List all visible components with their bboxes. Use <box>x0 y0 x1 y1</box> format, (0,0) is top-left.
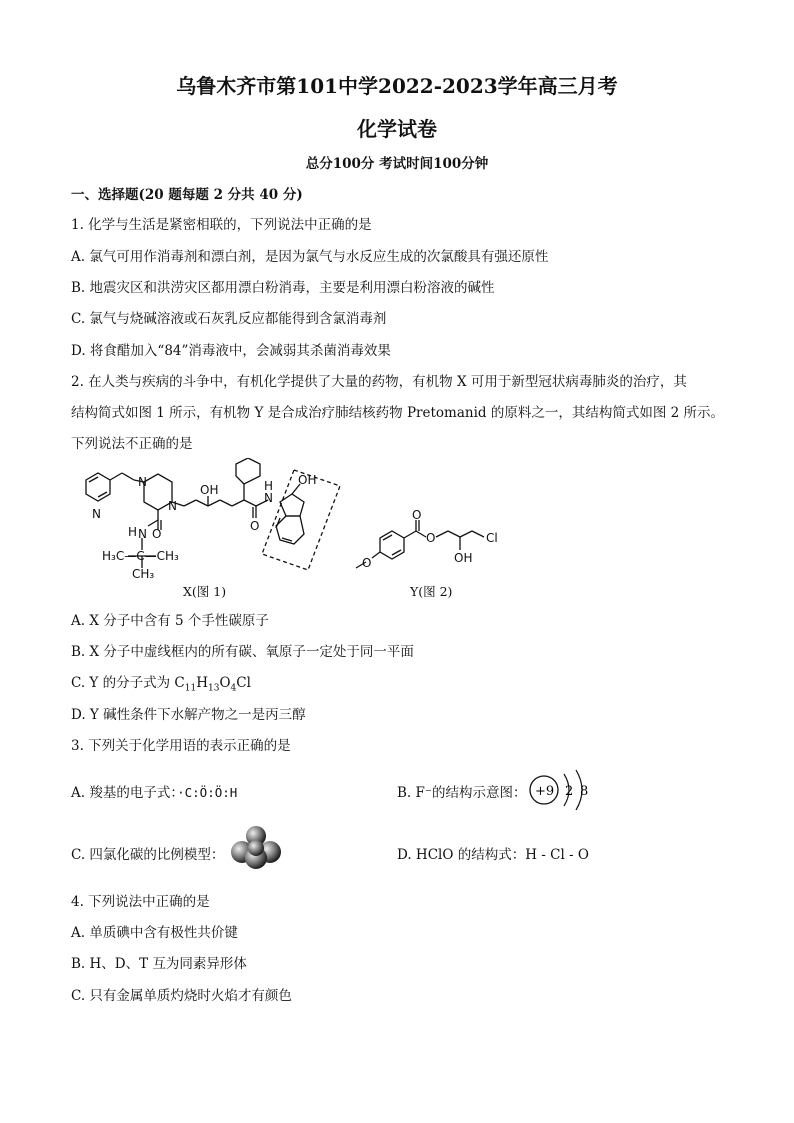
q3-stem: 3. 下列关于化学用语的表示正确的是 <box>71 738 291 754</box>
fig2-cl: Cl <box>486 531 498 545</box>
fig1-caption: X(图 1) <box>183 584 227 599</box>
exam-subtitle: 化学试卷 <box>357 117 437 141</box>
q1-option-d: D. 将食醋加入“84”消毒液中，会减弱其杀菌消毒效果 <box>71 343 391 359</box>
ccl4-space-filling-model <box>230 826 282 870</box>
fig1-nh2: N <box>138 527 147 541</box>
shell-1-electrons: 2 <box>565 784 574 799</box>
q4-option-b: B. H、D、T 互为同素异形体 <box>71 956 247 972</box>
fluoride-ion-diagram <box>524 766 594 814</box>
q3-option-a <box>71 781 237 801</box>
fig1-tbu: H₃C—C—CH₃ <box>102 549 179 563</box>
q2-stem-3: 下列说法不正确的是 <box>71 436 193 452</box>
fig1-nh1: N <box>264 491 273 505</box>
molecule-y-figure <box>350 510 525 576</box>
fig2-oh: OH <box>454 551 473 565</box>
q1-option-c: C. 氯气与烧碱溶液或石灰乳反应都能得到含氯消毒剂 <box>71 311 387 327</box>
q3-option-b <box>397 781 527 801</box>
fig1-n1: N <box>92 507 101 521</box>
q3-option-c: C. 四氯化碳的比例模型： <box>71 847 225 863</box>
fig2-o-methoxy: O <box>362 556 372 570</box>
fig1-n2: N <box>138 475 147 489</box>
carboxyl-electron-formula: ·C:Ö:Ö:H <box>177 785 238 800</box>
fig1-tbu2: CH₃ <box>132 567 155 580</box>
q2-stem-1: 2. 在人类与疾病的斗争中，有机化学提供了大量的药物，有机物 X 可用于新型冠状病毒肺炎的治疗，其 <box>71 374 687 390</box>
fig1-o2: O <box>152 527 162 541</box>
section-heading: 一、选择题(20 题每题 2 分共 40 分) <box>71 187 303 203</box>
q3-b-label: B. F⁻的结构示意图： <box>397 785 527 801</box>
q3-a-label: A. 羧基的电子式： <box>71 785 178 801</box>
fig2-o-carbonyl: O <box>412 510 422 522</box>
fig1-h1: H <box>264 479 274 493</box>
fig1-o1: O <box>250 519 260 533</box>
fig1-oh1: OH <box>200 483 219 497</box>
exam-info: 总分100分 考试时间100分钟 <box>305 156 489 172</box>
q3-option-d: D. HClO 的结构式：H - Cl - O <box>397 847 589 863</box>
shell-2-electrons: 8 <box>580 784 589 799</box>
q2-option-d: D. Y 碱性条件下水解产物之一是丙三醇 <box>71 707 306 723</box>
exam-title: 乌鲁木齐市第101中学2022-2023学年高三月考 <box>176 74 618 98</box>
q4-option-a: A. 单质碘中含有极性共价键 <box>71 925 238 941</box>
fig2-o-ester: O <box>426 531 436 545</box>
fig2-caption: Y(图 2) <box>410 584 453 599</box>
q2-option-c: C. Y 的分子式为 $C_{11}H_{13}O_4Cl$ <box>71 675 251 694</box>
fig1-oh2: OH <box>298 473 317 487</box>
q2-option-a: A. X 分子中含有 5 个手性碳原子 <box>71 613 269 629</box>
fig1-h2: H <box>128 525 138 539</box>
q4-option-c: C. 只有金属单质灼烧时火焰才有颜色 <box>71 988 292 1004</box>
fig1-n3: N <box>168 499 177 513</box>
q1-option-a: A. 氯气可用作消毒剂和漂白剂，是因为氯气与水反应生成的次氯酸具有强还原性 <box>71 249 549 265</box>
q1-stem: 1. 化学与生活是紧密相联的，下列说法中正确的是 <box>71 217 372 233</box>
q1-option-b: B. 地震灾区和洪涝灾区都用漂白粉消毒，主要是利用漂白粉溶液的碱性 <box>71 280 495 296</box>
nucleus-charge: +9 <box>535 784 555 799</box>
q2-option-b: B. X 分子中虚线框内的所有碳、氧原子一定处于同一平面 <box>71 644 414 660</box>
q2-stem-2: 结构简式如图 1 所示，有机物 Y 是合成治疗肺结核药物 Pretomanid 的原料之一，其结构简式如图 2 所示。 <box>71 405 725 421</box>
molecule-x-figure <box>72 458 352 580</box>
q4-stem: 4. 下列说法中正确的是 <box>71 894 210 910</box>
